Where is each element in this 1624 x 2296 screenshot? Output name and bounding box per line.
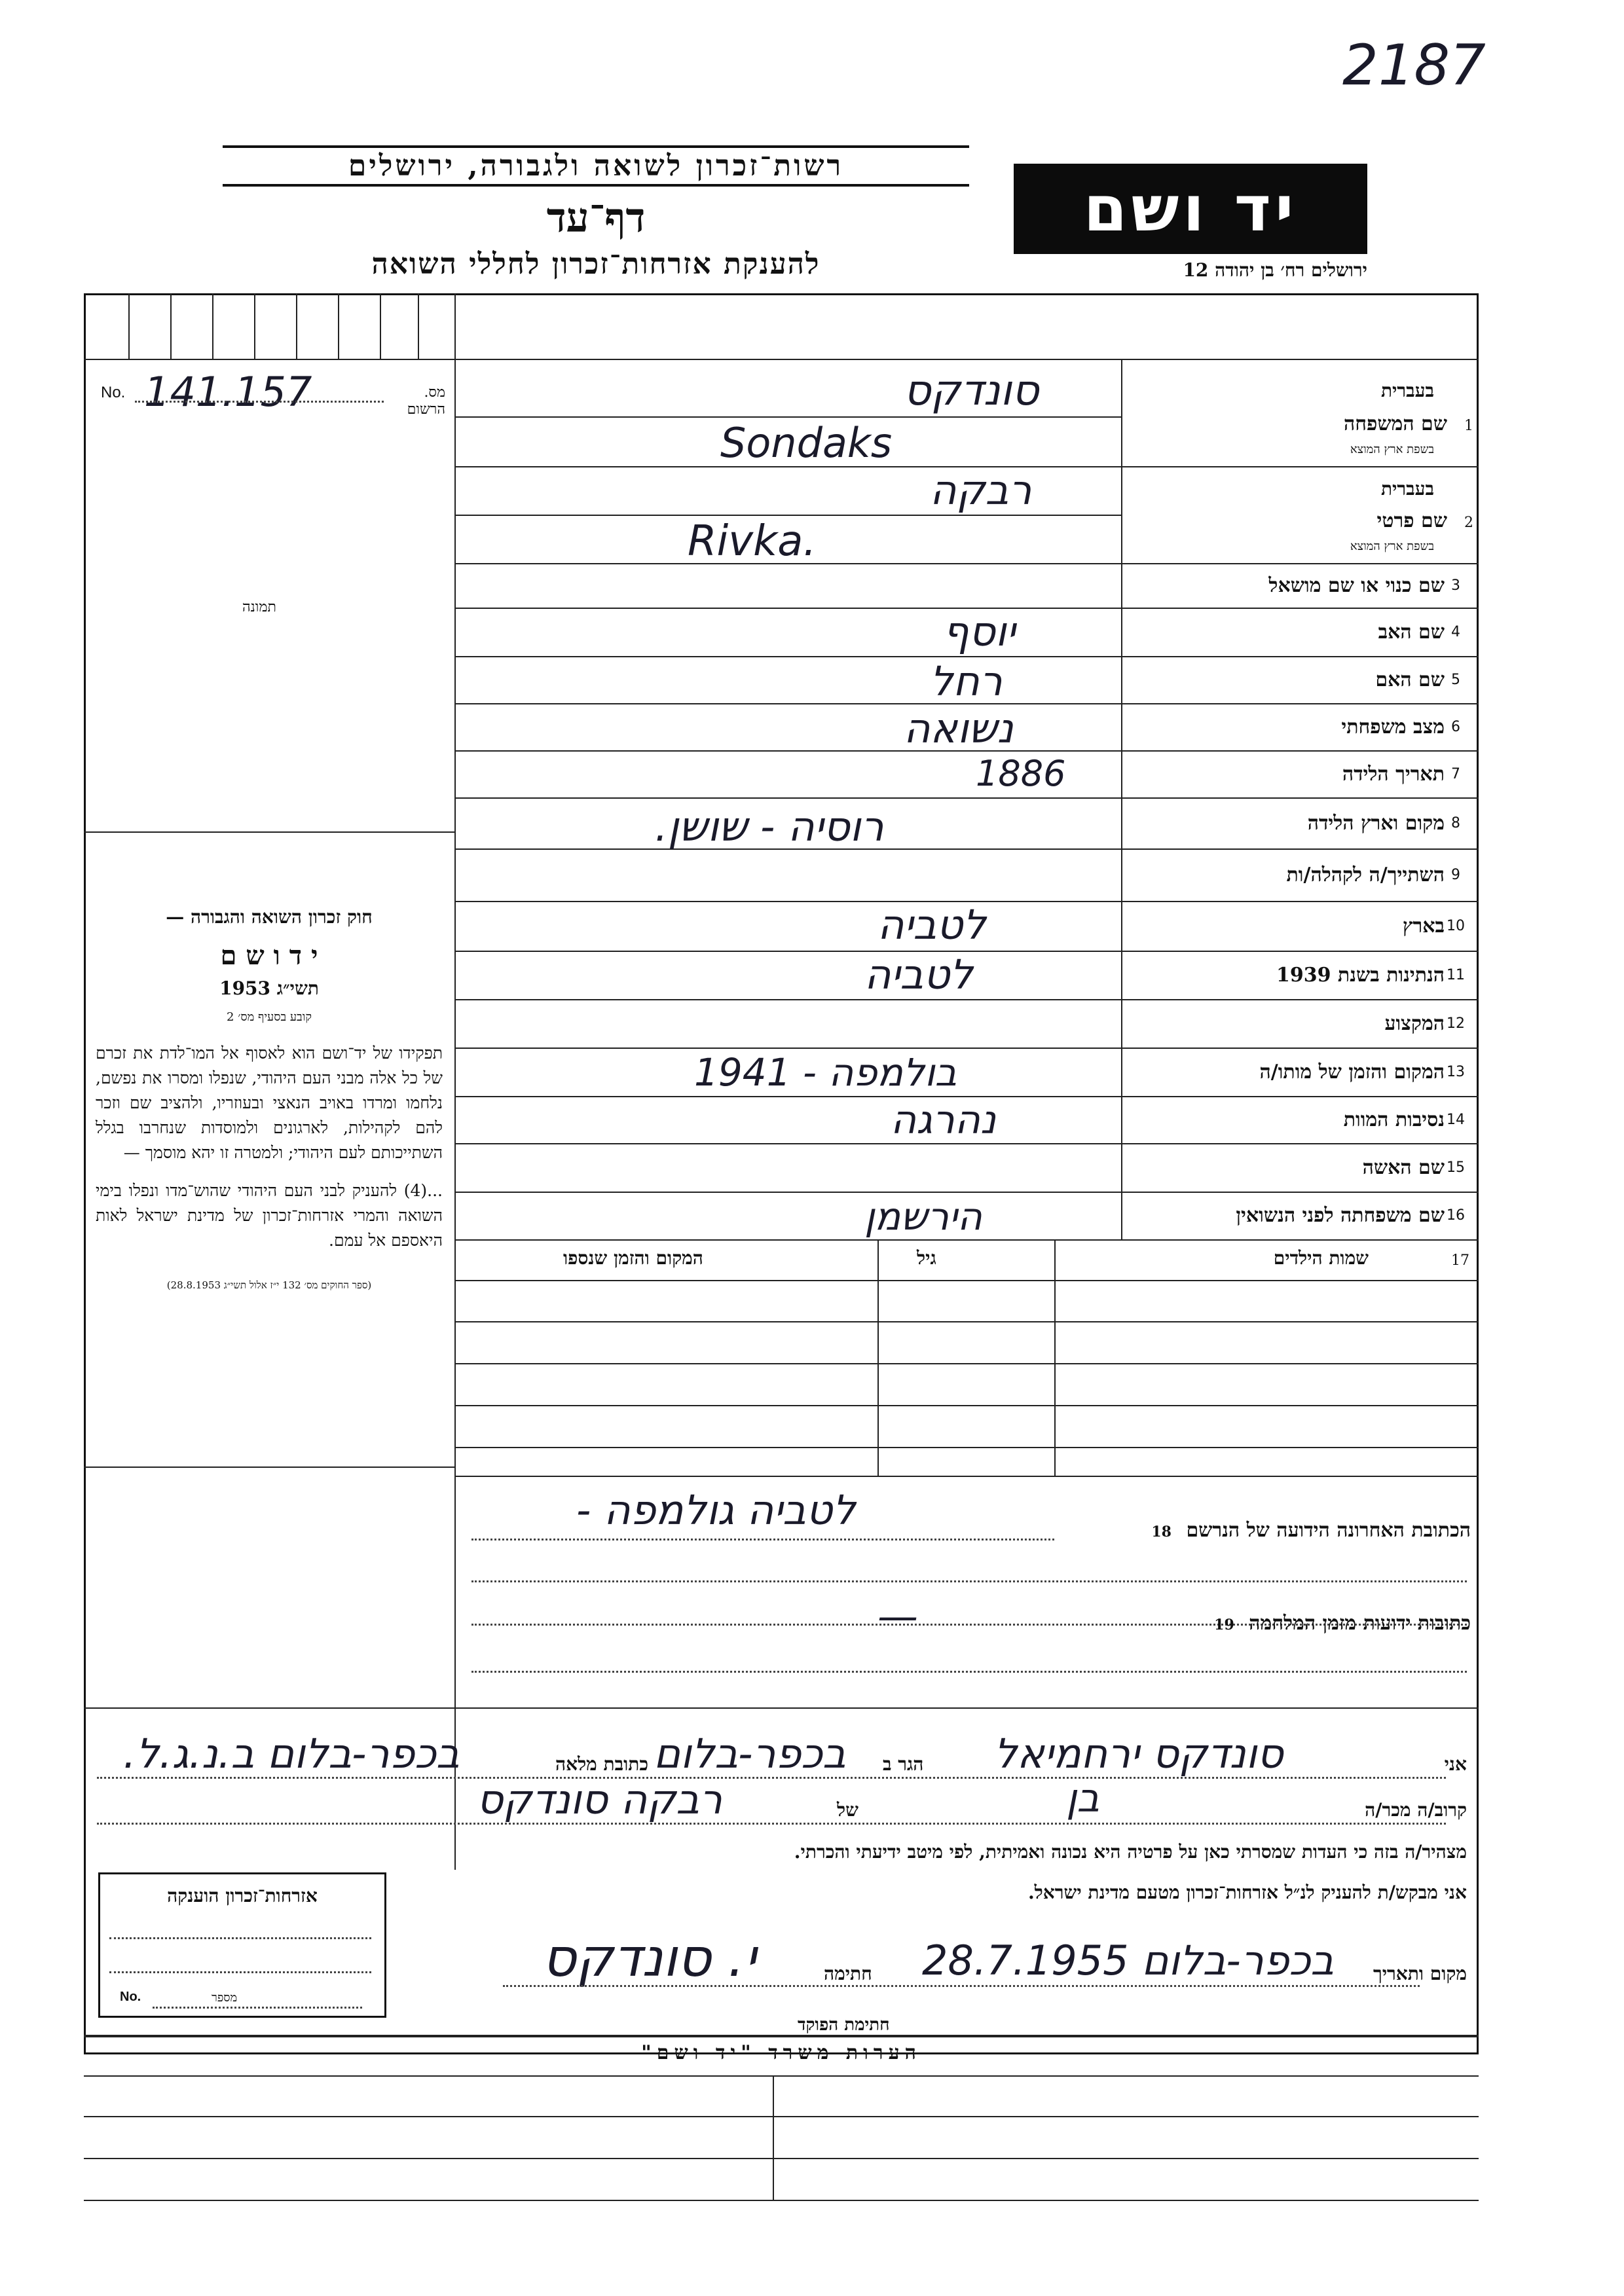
field-19-title: כתובות ידועות מזמן המלחמה [1249, 1612, 1471, 1635]
photo-label: תמונה [242, 599, 276, 615]
children-table-number: 17 [1451, 1252, 1469, 1269]
certificate-box [98, 1872, 386, 2018]
decl-ani-label: אני [1444, 1753, 1467, 1775]
field-4-title: שם האב [1378, 620, 1445, 644]
children-col-age: גיל [917, 1247, 936, 1269]
field-7-label [1126, 750, 1467, 797]
field-18-value: לטביה גולמפה - [576, 1486, 856, 1534]
form-subtitle: להענקת אזרחות־זכרון לחללי השואה [371, 247, 821, 281]
field-11-value: לטביה [864, 951, 973, 998]
field-14-value: נהרגה [891, 1097, 997, 1143]
law-clause: קובע בסעיף מס׳ 2 [227, 1010, 312, 1024]
registration-label-he: מס. הרשום [407, 384, 445, 418]
field-15-title: שם האשה [1362, 1156, 1445, 1179]
decl-statement-1: מצהיר/ה בזה כי העדות שמסרתי כאן על פרטיה היא נכונה ואמיתית, לפי מיטב ידיעתי והכרתי. [794, 1841, 1467, 1863]
law-box [96, 906, 443, 1292]
form-title: דף־עד [546, 194, 646, 242]
field-2-sub-origin: בשפת ארץ המוצא [1350, 539, 1434, 553]
field-16-title: שם משפחתה לפני הנשואין [1236, 1204, 1445, 1227]
decl-place-date-label: מקום ותאריך [1373, 1963, 1467, 1984]
field-9-title: השתייך/ה לקהלה/ות [1286, 863, 1445, 886]
cert-number-label: מספר [212, 1991, 238, 2005]
field-14-title: נסיבות המוות [1343, 1108, 1445, 1131]
logo-text: יד ושם [1083, 172, 1298, 246]
decl-signature-label: חתימה [824, 1963, 872, 1984]
field-8-number: 8 [1451, 814, 1460, 831]
field-8-value: רוסיה - שושן. [655, 803, 884, 850]
field-9-label [1126, 848, 1467, 901]
field-2-number: 2 [1464, 515, 1473, 531]
field-16-value: הירשמן [864, 1194, 982, 1239]
field-1-number: 1 [1464, 418, 1473, 434]
yad-vashem-logo [1014, 164, 1367, 254]
field-7-title: תאריך הלידה [1342, 762, 1445, 786]
field-2-value-latin: Rivka. [688, 517, 817, 566]
field-4-label [1126, 608, 1467, 656]
field-2-title: שם פרטי [1376, 509, 1447, 532]
field-2-label [1126, 466, 1473, 563]
field-16-number: 16 [1447, 1207, 1465, 1224]
field-10-label [1126, 901, 1467, 951]
field-3-label [1126, 563, 1467, 608]
field-1-sub-origin: בשפת ארץ המוצא [1350, 443, 1434, 456]
field-14-number: 14 [1447, 1111, 1465, 1128]
field-4-value: יוסף [943, 608, 1016, 655]
registration-number: 141.157 [144, 368, 312, 416]
law-year: תשי״ג 1953 [219, 977, 319, 999]
field-12-label [1126, 999, 1467, 1048]
law-title: חוק זכרון השואה והגבורה — [166, 906, 373, 928]
field-15-label [1126, 1143, 1467, 1192]
field-6-number: 6 [1451, 718, 1460, 735]
field-1-label [1126, 364, 1473, 462]
decl-of-label: של [837, 1799, 858, 1821]
decl-officer-signature-label: חתימת הפוקד [798, 2015, 890, 2035]
field-1-title: שם המשפחה [1343, 412, 1447, 435]
field-8-title: מקום וארץ הלידה [1307, 811, 1445, 835]
decl-resides-label: הגר ב [883, 1753, 924, 1775]
field-13-number: 13 [1447, 1063, 1465, 1080]
field-13-label [1126, 1048, 1467, 1096]
field-5-title: שם האם [1375, 668, 1445, 691]
decl-signature: י. סונדקס [542, 1927, 756, 1988]
logo-address: ירושלים רח׳ בן יהודה 12 [1183, 259, 1367, 281]
decl-name: סונדקס ירחמיאל [994, 1730, 1283, 1777]
field-6-value: נשואה [904, 704, 1014, 752]
field-18-number: 18 [1151, 1523, 1172, 1540]
field-10-value: לטביה [877, 901, 986, 949]
law-citation: (ספר החוקים מס׳ 132 י״ז אלול תשי״ג 28.8.1953) [166, 1279, 372, 1291]
decl-resides: בכפר-בלום [654, 1730, 846, 1777]
field-12-title: המקצוע [1384, 1011, 1445, 1035]
field-11-title: הנתינות בשנת 1939 [1276, 963, 1445, 987]
field-7-value: 1886 [976, 753, 1066, 794]
authority-title: רשות־זכרון לשואה ולגבורה, ירושלים [223, 145, 969, 187]
law-text-2: ...(4) להעניק לבני העם היהודי שהוש־מדו ונפלו בימי השואה והמרי אזרחות־זכרון של מדינת ישראל לאות היאספם אל עמם. [96, 1181, 443, 1250]
decl-relative-label: קרוב/ה מכר/ה [1365, 1799, 1467, 1821]
field-15-number: 15 [1447, 1159, 1465, 1176]
children-table-header [458, 1239, 1473, 1280]
field-1-value-latin: Sondaks [720, 419, 893, 467]
field-7-number: 7 [1451, 765, 1460, 782]
archive-number: 2187 [1342, 33, 1486, 98]
field-12-number: 12 [1447, 1015, 1465, 1032]
law-text-1: תפקידו של יד־ושם הוא לאסוף אל המו־לדת את זכרם של כל אלה מבני העם היהודי, שנפלו ומסרו את נפשם, נלחמו ומרדו באויב הנאצי ובעוזריו, ולהציב שם וזכר להם לקהילות, לארגונים ולמוסדות שנחרבו בגלל השתייכותם לעם היהודי; ולמטרה זו יהא מוסמך — [96, 1044, 443, 1162]
registration-label-en: No. [101, 384, 126, 401]
field-5-value: רחל [930, 657, 1003, 705]
field-18-label [1058, 1519, 1471, 1542]
field-1-value-hebrew: סונדקס [904, 367, 1039, 415]
field-13-value: בולמפה - 1941 [694, 1050, 957, 1095]
field-11-label [1126, 951, 1467, 999]
field-14-label [1126, 1096, 1467, 1143]
field-3-number: 3 [1451, 577, 1460, 594]
field-3-title: שם כנוי או שם מושאל [1268, 574, 1445, 597]
field-10-title: בארץ [1402, 914, 1445, 938]
field-4-number: 4 [1451, 623, 1460, 640]
field-11-number: 11 [1447, 966, 1465, 983]
office-notes-title: הערות משרד "יד ושם" [641, 2041, 921, 2064]
field-1-sub-hebrew: בעברית [1380, 380, 1434, 401]
decl-full-address: בכפר-בלום ב.נ.ג.ל. [123, 1730, 460, 1777]
field-5-number: 5 [1451, 671, 1460, 688]
children-col-names: שמות הילדים [1273, 1247, 1369, 1269]
decl-place-date: בכפר-בלום 28.7.1955 [922, 1937, 1335, 1984]
field-9-number: 9 [1451, 866, 1460, 883]
field-16-label [1126, 1192, 1467, 1239]
field-6-label [1126, 703, 1467, 750]
cert-title: אזרחות־זכרון הוענקה [167, 1885, 318, 1906]
field-6-title: מצב משפחתי [1341, 715, 1445, 738]
field-19-label [1113, 1612, 1471, 1635]
decl-statement-2: אני מבקש/ת להעניק לנ״ל אזרחות־זכרון מטעם מדינת ישראל. [1027, 1882, 1467, 1903]
registration-field [98, 368, 445, 418]
decl-of-name: רבקה סונדקס [477, 1776, 723, 1823]
cert-no-label: No. [120, 1990, 141, 2004]
field-19-number: 19 [1214, 1616, 1234, 1633]
field-10-number: 10 [1447, 917, 1465, 934]
field-2-sub-hebrew: בעברית [1380, 478, 1434, 500]
field-13-title: המקום והזמן של מותו/ה [1259, 1060, 1445, 1084]
field-18-title: הכתובת האחרונה הידועה של הנרשם [1186, 1519, 1471, 1542]
field-8-label [1126, 797, 1467, 848]
children-col-place: המקום והזמן שנספו [563, 1247, 703, 1269]
field-19-value: — [877, 1592, 918, 1640]
decl-full-address-label: כתובת מלאה [555, 1753, 649, 1775]
field-2-value-hebrew: רבקה [930, 466, 1032, 514]
decl-relation: בן [1066, 1776, 1100, 1821]
field-5-label [1126, 656, 1467, 703]
law-name: י ד ו ש ם [220, 940, 318, 971]
